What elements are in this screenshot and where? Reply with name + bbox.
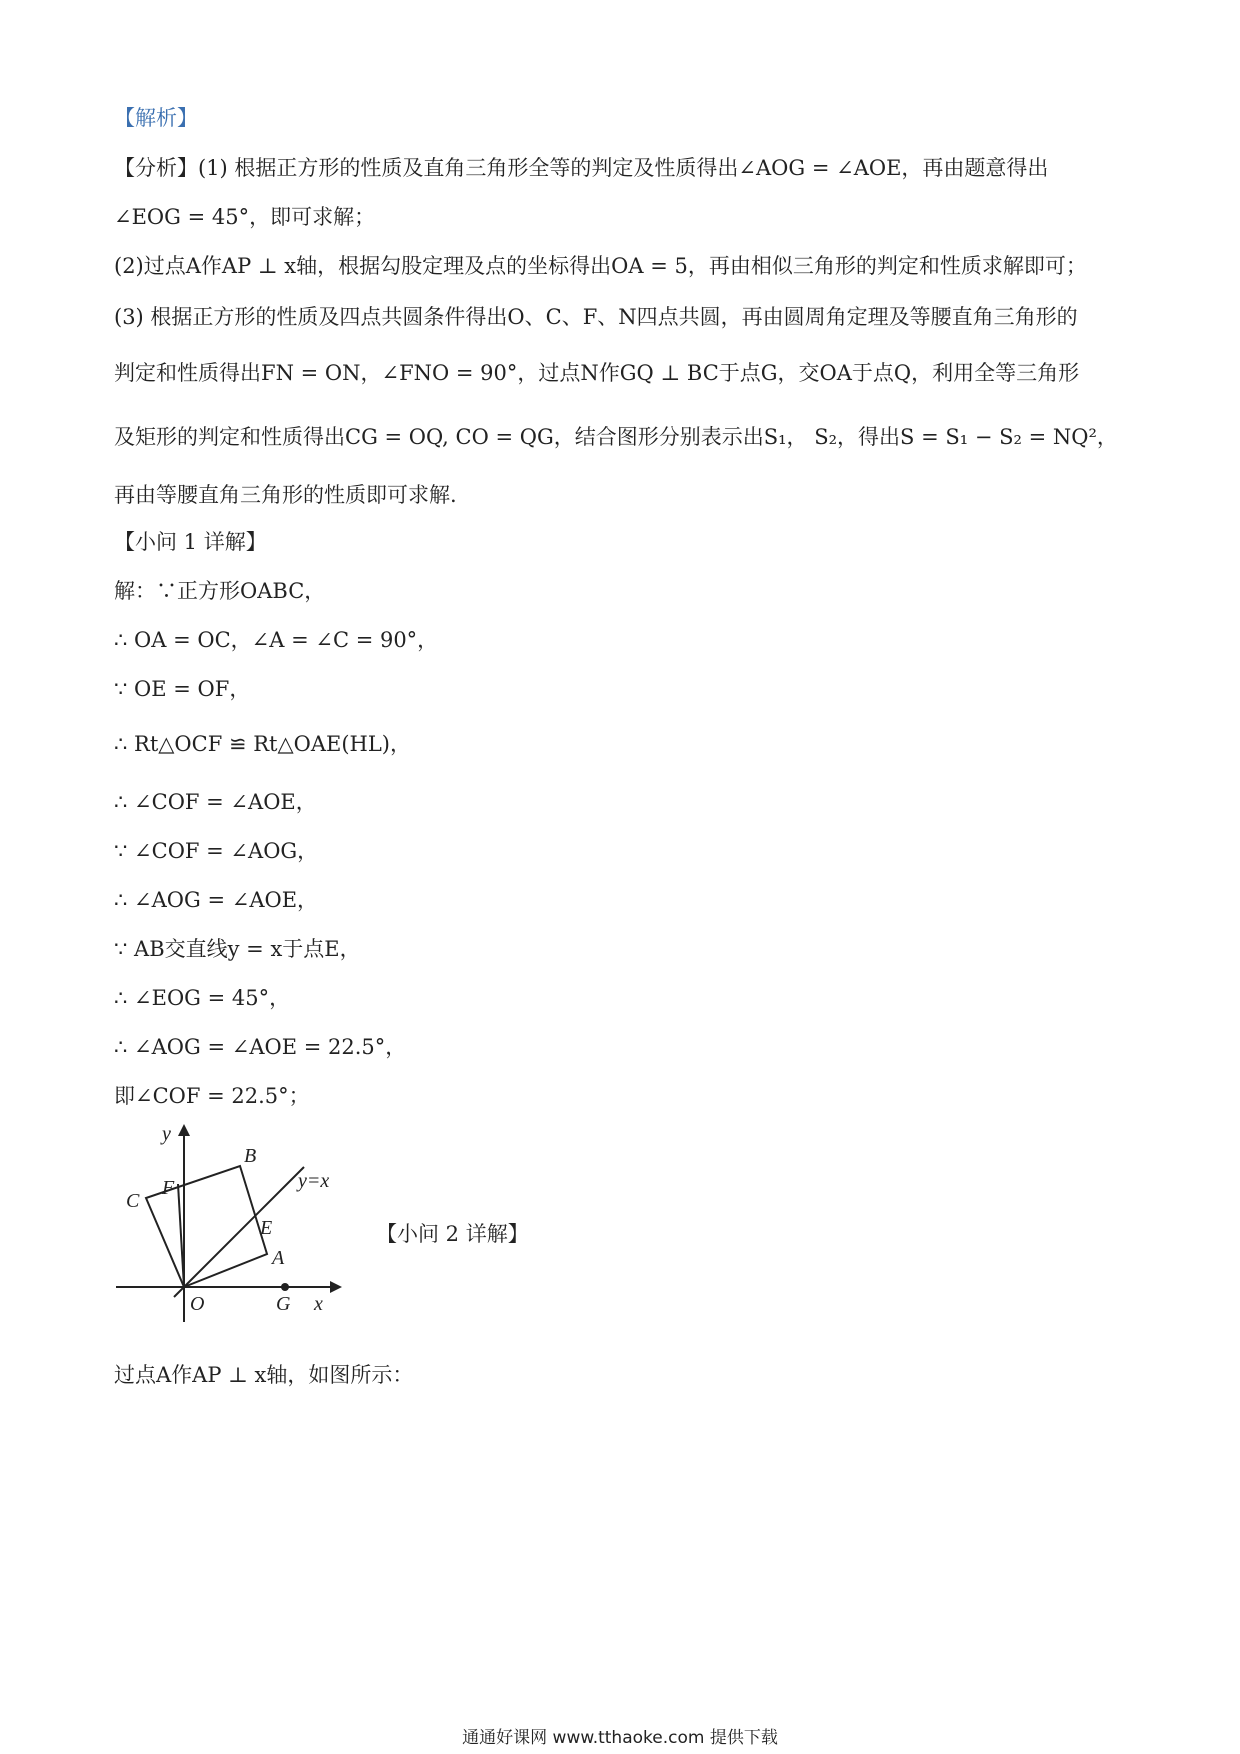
point-g — [281, 1283, 289, 1291]
y-axis-arrow — [178, 1124, 190, 1136]
label-a: A — [272, 1247, 285, 1269]
analysis-line-5: 判定和性质得出FN = ON，∠FNO = 90°，过点N作GQ ⊥ BC于点G，交OA于点Q，利用全等三角形 — [114, 361, 1080, 385]
q1-line: ∵ AB交直线y = x于点E， — [114, 937, 361, 961]
q1-line: ∴ OA = OC，∠A = ∠C = 90°， — [114, 628, 439, 652]
label-y-eq-x: y=x — [298, 1170, 330, 1192]
label-g: G — [276, 1293, 291, 1315]
q1-line: ∴ ∠AOG = ∠AOE = 22.5°， — [114, 1035, 407, 1059]
label-x-axis: x — [314, 1293, 323, 1315]
line-y-equals-x — [174, 1167, 304, 1297]
q1-line: 解：∵正方形OABC， — [114, 579, 326, 603]
q1-line: ∴ ∠COF = ∠AOE， — [114, 790, 317, 814]
q1-line: ∵ ∠COF = ∠AOG， — [114, 839, 319, 863]
label-c: C — [126, 1190, 140, 1212]
q1-line: ∵ OE = OF， — [114, 677, 251, 701]
q1-line: ∴ ∠AOG = ∠AOE， — [114, 888, 319, 912]
analysis-line-1: 【分析】(1) 根据正方形的性质及直角三角形全等的判定及性质得出∠AOG = ∠AOE，再由题意得出 — [114, 156, 1049, 180]
q1-line: ∴ ∠EOG = 45°， — [114, 986, 291, 1010]
analysis-line-2: ∠EOG = 45°，即可求解； — [114, 205, 376, 229]
label-e: E — [260, 1217, 273, 1239]
analysis-line-6: 及矩形的判定和性质得出CG = OQ, CO = QG，结合图形分别表示出S₁， S₂，得出S = S₁ − S₂ = NQ²， — [114, 425, 1118, 449]
label-f: F — [162, 1177, 175, 1199]
coordinate-figure — [112, 1124, 342, 1324]
analysis-line-7: 再由等腰直角三角形的性质即可求解. — [114, 483, 457, 507]
x-axis-arrow — [330, 1281, 342, 1293]
q1-line: 即∠COF = 22.5°； — [114, 1084, 310, 1108]
q1-title: 【小问 1 详解】 — [114, 530, 267, 554]
analysis-line-4: (3) 根据正方形的性质及四点共圆条件得出O、C、F、N四点共圆，再由圆周角定理及等腰直角三角形的 — [114, 305, 1078, 329]
label-b: B — [244, 1145, 257, 1167]
q1-line: ∴ Rt△OCF ≌ Rt△OAE(HL)， — [114, 732, 411, 756]
label-o: O — [190, 1293, 205, 1315]
analysis-line-3: (2)过点A作AP ⊥ x轴，根据勾股定理及点的坐标得出OA = 5，再由相似三角形的判定和性质求解即可； — [114, 254, 1087, 278]
q2-line-1: 过点A作AP ⊥ x轴，如图所示： — [114, 1363, 414, 1387]
footer: 通通好课网 www.tthaoke.com 提供下载 — [462, 1728, 778, 1748]
q2-title: 【小问 2 详解】 — [376, 1222, 529, 1246]
label-y-axis: y — [162, 1124, 171, 1145]
heading: 【解析】 — [114, 106, 198, 130]
